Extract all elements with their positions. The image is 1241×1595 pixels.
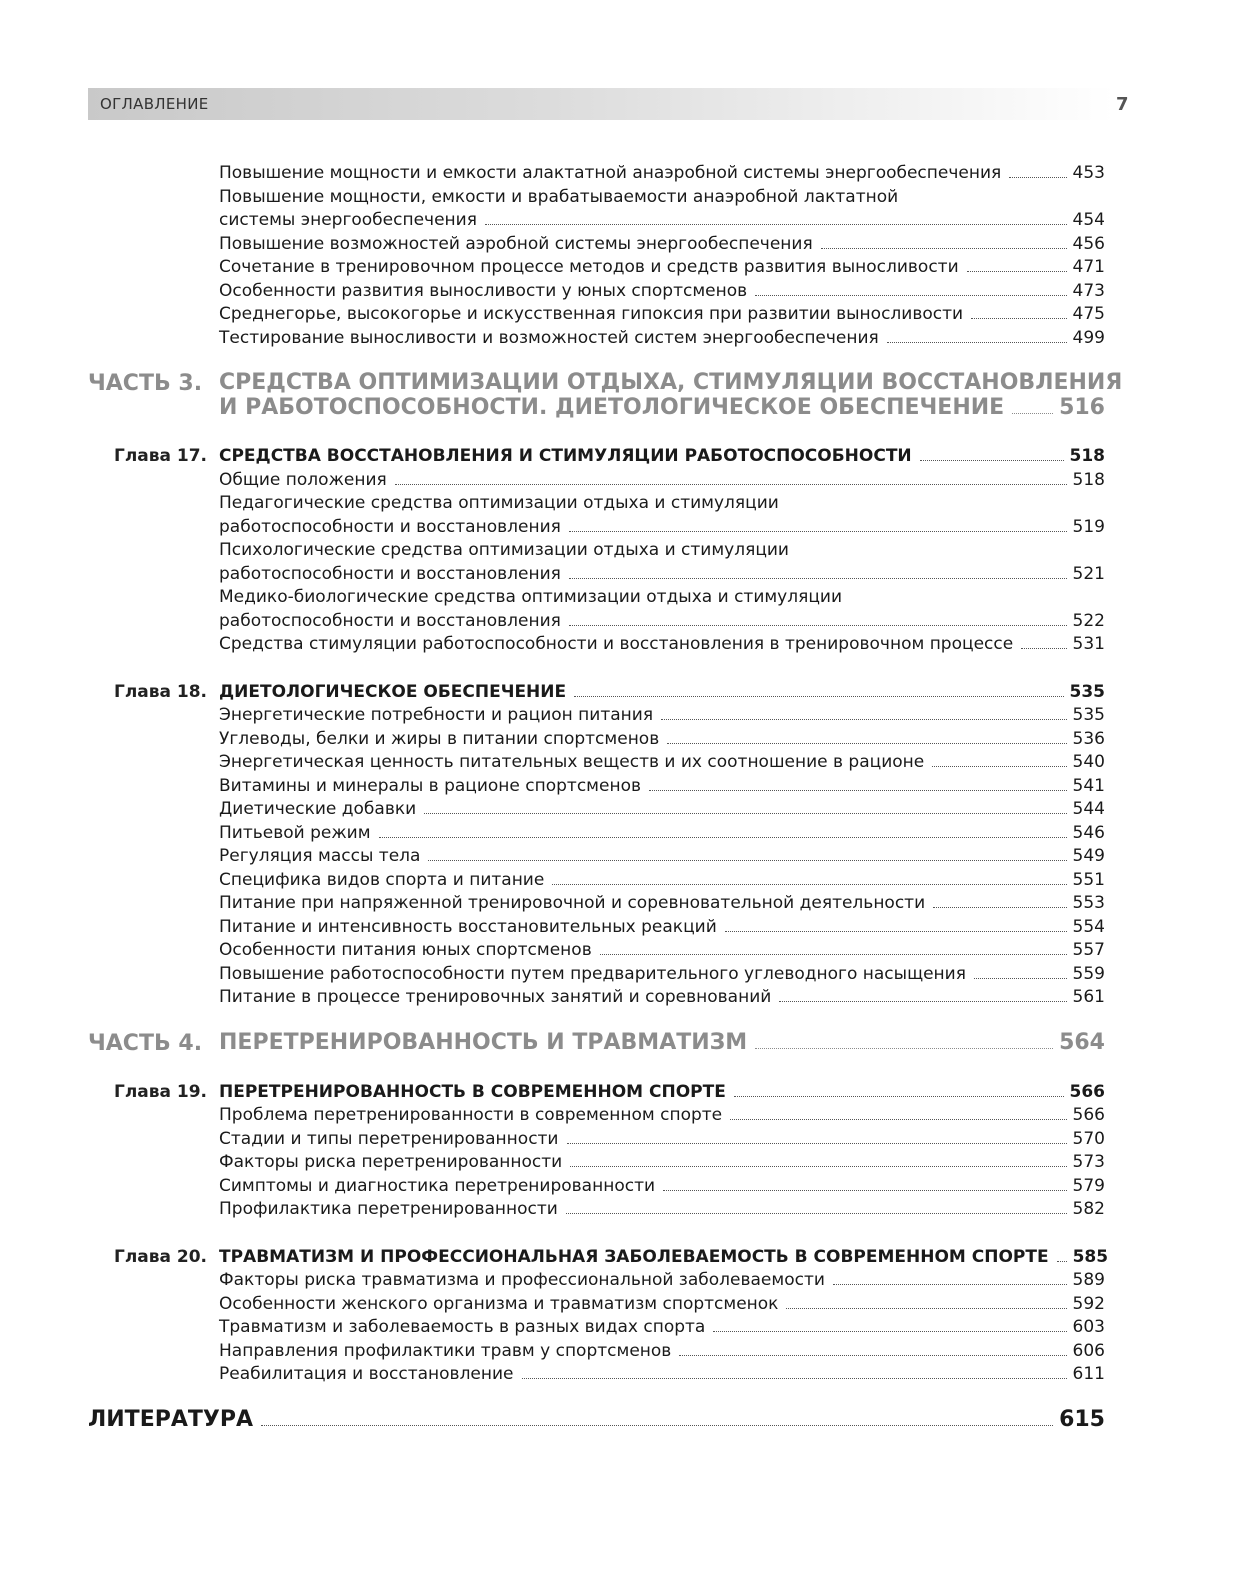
toc-entry-title: Сочетание в тренировочном процессе методов и средств развития выносливости [219,257,959,277]
dot-leader [833,1284,1067,1285]
toc-entry[interactable] [219,1198,1105,1220]
toc-entry[interactable] [219,775,1105,797]
dot-leader [569,625,1067,626]
dot-leader [755,1048,1053,1049]
dot-leader [1009,177,1066,178]
toc-entry-title: Факторы риска травматизма и профессиональной заболеваемости [219,1270,825,1290]
toc-entry[interactable] [219,1316,1105,1338]
toc-entry-page: 453 [1072,163,1105,183]
literature-heading[interactable] [88,1407,1105,1433]
toc-entry[interactable] [219,916,1105,938]
toc-entry-title: Питание в процессе тренировочных занятий и соревнований [219,987,772,1007]
toc-entry-title: Профилактика перетренированности [219,1199,558,1219]
chapter-page: 518 [1069,446,1105,466]
literature-page: 615 [1059,1407,1105,1432]
toc-entry[interactable] [219,845,1105,867]
dot-leader [755,295,1066,296]
toc-entry-title: Тестирование выносливости и возможностей систем энергообеспечения [219,328,879,348]
toc-entry-title: Проблема перетренированности в современном спорте [219,1105,723,1125]
toc-entry-page: 557 [1072,940,1105,960]
toc-entry[interactable] [219,209,1105,231]
dot-leader [786,1308,1066,1309]
dot-leader [725,931,1067,932]
toc-entry-page: 611 [1072,1364,1105,1384]
toc-entry-page: 582 [1072,1199,1105,1219]
toc-entry[interactable] [219,1175,1105,1197]
dot-leader [574,696,1063,697]
chapter-heading[interactable] [219,681,1105,703]
dot-leader [730,1119,1066,1120]
toc-entry-page: 579 [1072,1176,1105,1196]
running-header-title: ОГЛАВЛЕНИЕ [100,95,209,113]
toc-entry-title: Повышение мощности и емкости алактатной анаэробной системы энергообеспечения [219,163,1002,183]
dot-leader [522,1378,1067,1379]
toc-entry-page: 559 [1072,964,1105,984]
chapter-label: Глава 20. [114,1247,208,1267]
toc-entry-page: 456 [1072,234,1105,254]
toc-entry[interactable] [219,1269,1105,1291]
dot-leader [261,1425,1053,1426]
toc-entry-page: 554 [1072,917,1105,937]
dot-leader [974,978,1067,979]
toc-entry-page: 606 [1072,1341,1105,1361]
chapter-label: Глава 17. [114,446,208,466]
toc-entry-page: 544 [1072,799,1105,819]
chapter-title: ДИЕТОЛОГИЧЕСКОЕ ОБЕСПЕЧЕНИЕ [219,682,567,702]
toc-entry-title: Витамины и минералы в рационе спортсменов [219,776,641,796]
toc-entry[interactable] [219,233,1105,255]
literature-title: ЛИТЕРАТУРА [88,1407,253,1432]
dot-leader [667,743,1066,744]
toc-entry-title: Особенности женского организма и травматизм спортсменок [219,1294,779,1314]
part-page: 516 [1059,395,1105,420]
dot-leader [734,1096,1064,1097]
toc-entry[interactable] [219,798,1105,820]
chapter-title: ТРАВМАТИЗМ И ПРОФЕССИОНАЛЬНАЯ ЗАБОЛЕВАЕМОСТЬ В СОВРЕМЕННОМ СПОРТЕ [219,1247,1049,1267]
toc-entry-page: 522 [1072,611,1105,631]
toc-entry-page: 561 [1072,987,1105,1007]
dot-leader [1021,648,1066,649]
toc-entry-title: Энергетическая ценность питательных веществ и их соотношение в рационе [219,752,925,772]
toc-entry[interactable] [219,869,1105,891]
chapter-title: ПЕРЕТРЕНИРОВАННОСТЬ В СОВРЕМЕННОМ СПОРТЕ [219,1082,726,1102]
chapter-page: 535 [1069,682,1105,702]
toc-entry-page: 518 [1072,470,1105,490]
chapter-label: Глава 19. [114,1082,208,1102]
toc-entry-title: Специфика видов спорта и питание [219,870,545,890]
running-header [88,88,1115,120]
toc-entry-page: 551 [1072,870,1105,890]
toc-entry-title: Углеводы, белки и жиры в питании спортсменов [219,729,660,749]
toc-entry-title: Диетические добавки [219,799,417,819]
toc-entry-title: системы энергообеспечения [219,210,477,230]
toc-entry-title: Повышение возможностей аэробной системы энергообеспечения [219,234,813,254]
toc-entry-page: 531 [1072,634,1105,654]
dot-leader [570,1166,1066,1167]
toc-entry[interactable] [219,822,1105,844]
toc-entry-title: Питание при напряженной тренировочной и соревновательной деятельности [219,893,926,913]
toc-entry-title: Симптомы и диагностика перетренированности [219,1176,656,1196]
dot-leader [971,318,1066,319]
toc-entry-title: Травматизм и заболеваемость в разных видах спорта [219,1317,706,1337]
dot-leader [485,224,1067,225]
dot-leader [395,484,1067,485]
toc-entry-title: работоспособности и восстановления [219,611,561,631]
toc-entry-title: работоспособности и восстановления [219,564,561,584]
dot-leader [566,1213,1067,1214]
toc-entry[interactable] [219,751,1105,773]
toc-entry-title: Питьевой режим [219,823,371,843]
toc-entry-title: Общие положения [219,470,387,490]
toc-entry-page: 473 [1072,281,1105,301]
toc-entry[interactable] [219,728,1105,750]
dot-leader [933,907,1066,908]
toc-entry[interactable] [219,1151,1105,1173]
toc-entry[interactable] [219,986,1105,1008]
part-title-line1[interactable] [219,370,1123,396]
part-heading[interactable] [219,395,1105,421]
toc-entry-title-line1: Повышение мощности, емкости и врабатываемости анаэробной лактатной [219,187,899,207]
toc-entry-title: Регуляция массы тела [219,846,421,866]
toc-entry-page: 535 [1072,705,1105,725]
chapter-page: 585 [1072,1247,1109,1267]
toc-entry-page: 566 [1072,1105,1105,1125]
dot-leader [569,531,1067,532]
toc-entry-page: 546 [1072,823,1105,843]
toc-entry[interactable] [219,327,1105,349]
toc-entry-title-line1: Психологические средства оптимизации отдыха и стимуляции [219,540,789,560]
dot-leader [552,884,1066,885]
toc-entry-title: Стадии и типы перетренированности [219,1129,559,1149]
toc-entry[interactable] [219,633,1105,655]
toc-entry-page: 499 [1072,328,1105,348]
toc-entry-title: Направления профилактики травм у спортсменов [219,1341,672,1361]
toc-entry[interactable] [219,1104,1105,1126]
dot-leader [1057,1261,1067,1262]
toc-entry-title: Реабилитация и восстановление [219,1364,514,1384]
dot-leader [920,460,1064,461]
toc-entry[interactable] [219,162,1105,184]
toc-entry[interactable] [219,303,1105,325]
part-title: СРЕДСТВА ОПТИМИЗАЦИИ ОТДЫХА, СТИМУЛЯЦИИ ВОССТАНОВЛЕНИЯ [219,370,1123,395]
toc-entry-title: Питание и интенсивность восстановительных реакций [219,917,717,937]
toc-entry-page: 521 [1072,564,1105,584]
toc-entry-line1[interactable] [219,492,1105,514]
toc-entry[interactable] [219,1293,1105,1315]
dot-leader [569,578,1067,579]
toc-entry-page: 536 [1072,729,1105,749]
toc-entry-title: Факторы риска перетренированности [219,1152,563,1172]
dot-leader [713,1331,1066,1332]
dot-leader [821,248,1067,249]
dot-leader [379,837,1067,838]
dot-leader [649,790,1067,791]
toc-entry-title: Энергетические потребности и рацион питания [219,705,654,725]
part-label: ЧАСТЬ 4. [88,1031,203,1056]
part-heading[interactable] [219,1030,1105,1056]
toc-entry-title: Особенности питания юных спортсменов [219,940,592,960]
toc-entry-page: 573 [1072,1152,1105,1172]
chapter-heading[interactable] [219,1246,1109,1268]
toc-entry-page: 549 [1072,846,1105,866]
toc-entry[interactable] [219,1363,1105,1385]
toc-entry-line1[interactable] [219,586,1105,608]
toc-entry-title: работоспособности и восстановления [219,517,561,537]
toc-entry-page: 475 [1072,304,1105,324]
toc-entry[interactable] [219,516,1105,538]
part-title: ПЕРЕТРЕНИРОВАННОСТЬ И ТРАВМАТИЗМ [219,1030,748,1055]
toc-entry-page: 519 [1072,517,1105,537]
toc-entry-title: Среднегорье, высокогорье и искусственная гипоксия при развитии выносливости [219,304,964,324]
toc-entry[interactable] [219,610,1105,632]
dot-leader [1012,413,1053,414]
toc-entry[interactable] [219,892,1105,914]
dot-leader [661,719,1066,720]
dot-leader [567,1143,1067,1144]
dot-leader [424,813,1066,814]
toc-entry-page: 540 [1072,752,1105,772]
chapter-heading[interactable] [219,1081,1105,1103]
chapter-heading[interactable] [219,445,1105,467]
part-page: 564 [1059,1030,1105,1055]
toc-entry[interactable] [219,469,1105,491]
toc-entry-line1[interactable] [219,186,1105,208]
toc-entry[interactable] [219,963,1105,985]
toc-entry-page: 541 [1072,776,1105,796]
toc-entry[interactable] [219,256,1105,278]
toc-entry-page: 603 [1072,1317,1105,1337]
dot-leader [679,1355,1066,1356]
dot-leader [428,860,1066,861]
toc-entry-page: 471 [1072,257,1105,277]
toc-entry[interactable] [219,1128,1105,1150]
toc-entry[interactable] [219,280,1105,302]
part-title: И РАБОТОСПОСОБНОСТИ. ДИЕТОЛОГИЧЕСКОЕ ОБЕСПЕЧЕНИЕ [219,395,1005,420]
toc-entry-title: Повышение работоспособности путем предварительного углеводного насыщения [219,964,966,984]
toc-entry-title-line1: Медико-биологические средства оптимизации отдыха и стимуляции [219,587,843,607]
toc-entry-page: 592 [1072,1294,1105,1314]
toc-entry-title: Средства стимуляции работоспособности и восстановления в тренировочном процессе [219,634,1014,654]
toc-entry-page: 454 [1072,210,1105,230]
toc-entry[interactable] [219,939,1105,961]
chapter-page: 566 [1069,1082,1105,1102]
chapter-label: Глава 18. [114,682,208,702]
dot-leader [967,271,1067,272]
dot-leader [600,954,1067,955]
toc-entry[interactable] [219,563,1105,585]
toc-entry-page: 589 [1072,1270,1105,1290]
toc-entry-title-line1: Педагогические средства оптимизации отдыха и стимуляции [219,493,779,513]
part-label: ЧАСТЬ 3. [88,371,203,396]
toc-entry-title: Особенности развития выносливости у юных спортсменов [219,281,748,301]
dot-leader [932,766,1066,767]
toc-entry[interactable] [219,704,1105,726]
toc-entry[interactable] [219,1340,1105,1362]
toc-entry-line1[interactable] [219,539,1105,561]
toc-entry-page: 553 [1072,893,1105,913]
dot-leader [887,342,1067,343]
page-number: 7 [1116,94,1129,115]
toc-entry-page: 570 [1072,1129,1105,1149]
chapter-title: СРЕДСТВА ВОССТАНОВЛЕНИЯ И СТИМУЛЯЦИИ РАБОТОСПОСОБНОСТИ [219,446,912,466]
dot-leader [663,1190,1067,1191]
dot-leader [779,1001,1066,1002]
